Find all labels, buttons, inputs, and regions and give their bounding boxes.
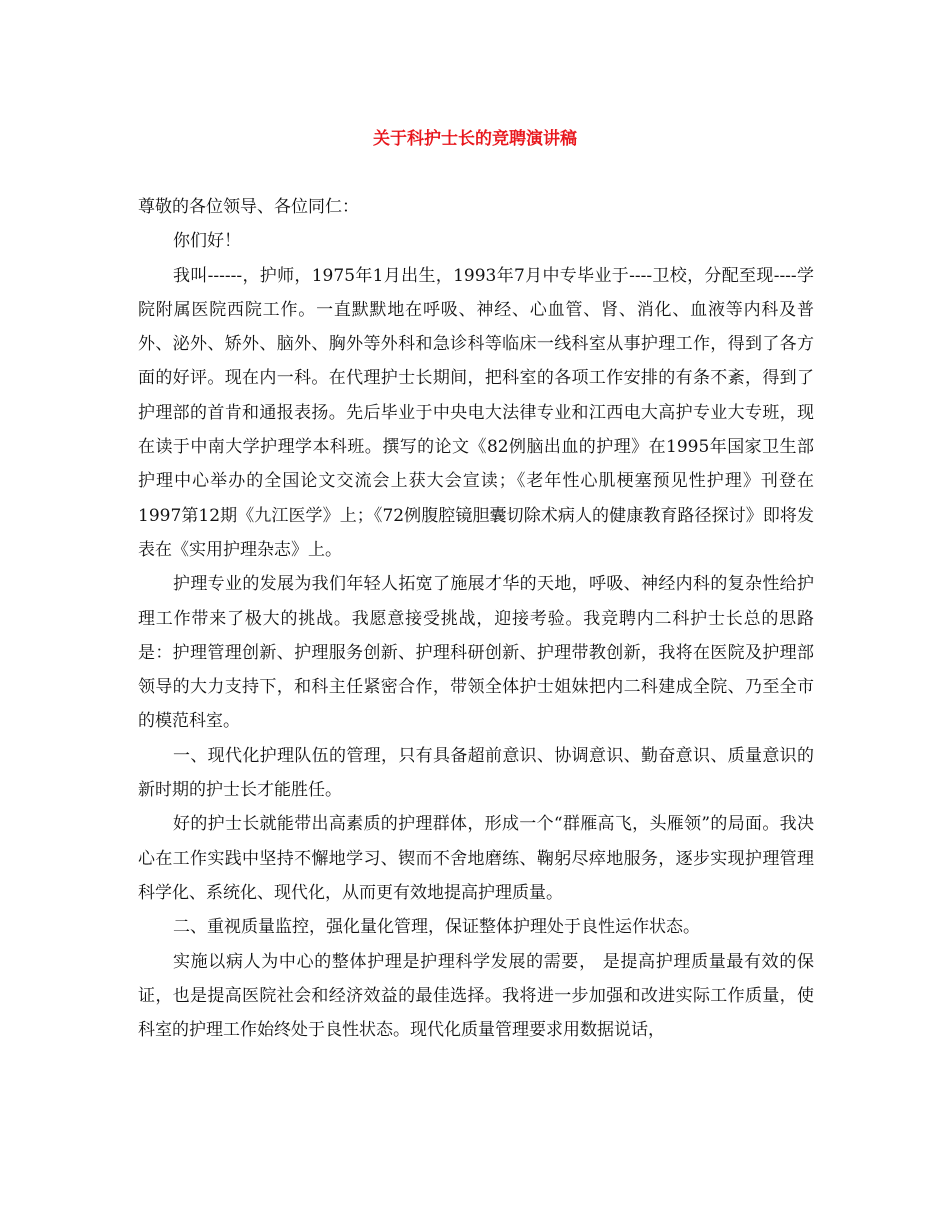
section-one-heading: 一、现代化护理队伍的管理，只有具备超前意识、协调意识、勤奋意识、质量意识的新时期的护士长才能胜任。 [138, 745, 814, 801]
greeting-paragraph: 你们好！ [173, 231, 241, 252]
section-two-paragraph: 实施以病人为中心的整体护理是护理科学发展的需要， 是提高护理质量最有效的保证，也是提高医院社会和经济效益的最佳选择。我将进一步加强和改进实际工作质量，使科室的护理工作始终处于良性状态。现代化质量管理要求用数据说话， [138, 951, 814, 1041]
section-one-paragraph: 好的护士长就能带出高素质的护理群体，形成一个“群雁高飞，头雁领”的局面。我决心在工作实践中坚持不懈地学习、锲而不舍地磨练、鞠躬尽瘁地服务，逐步实现护理管理科学化、系统化、现代化，从而更有效地提高护理质量。 [138, 814, 814, 903]
page-title: 关于科护士长的竞聘演讲稿 [373, 129, 577, 149]
section-two-heading: 二、重视质量监控，强化量化管理，保证整体护理处于良性运作状态。 [173, 917, 700, 938]
document-body [138, 190, 814, 1047]
self-introduction-paragraph: 我叫------，护师，1975年1月出生，1993年7月中专毕业于----卫校，分配至现----学院附属医院西院工作。一直默默地在呼吸、神经、心血管、肾、消化、血液等内科及普外、泌外、矫外、脑外、胸外等外科和急诊科等临床一线科室从事护理工作，得到了各方面的好评。现在内一科。在代理护士长期间，把科室的各项工作安排的有条不紊，得到了护理部的首肯和通报表扬。先后毕业于中央电大法律专业和江西电大高护专业大专班，现在读于中南大学护理学本科班。撰写的论文《82例脑出血的护理》在1995年国家卫生部护理中心举办的全国论文交流会上获大会宣读；《老年性心肌梗塞预见性护理》刊登在1997第12期《九江医学》上；《72例腹腔镜胆囊切除术病人的健康教育路径探讨》即将发表在《实用护理杂志》上。 [138, 265, 814, 560]
vision-paragraph: 护理专业的发展为我们年轻人拓宽了施展才华的天地，呼吸、神经内科的复杂性给护理工作带来了极大的挑战。我愿意接受挑战，迎接考验。我竞聘内二科护士长总的思路是：护理管理创新、护理服务创新、护理科研创新、护理带教创新，我将在医院及护理部领导的大力支持下，和科主任紧密合作，带领全体护士姐妹把内二科建成全院、乃至全市的模范科室。 [138, 574, 814, 732]
salutation-line: 尊敬的各位领导、各位同仁： [138, 197, 359, 217]
